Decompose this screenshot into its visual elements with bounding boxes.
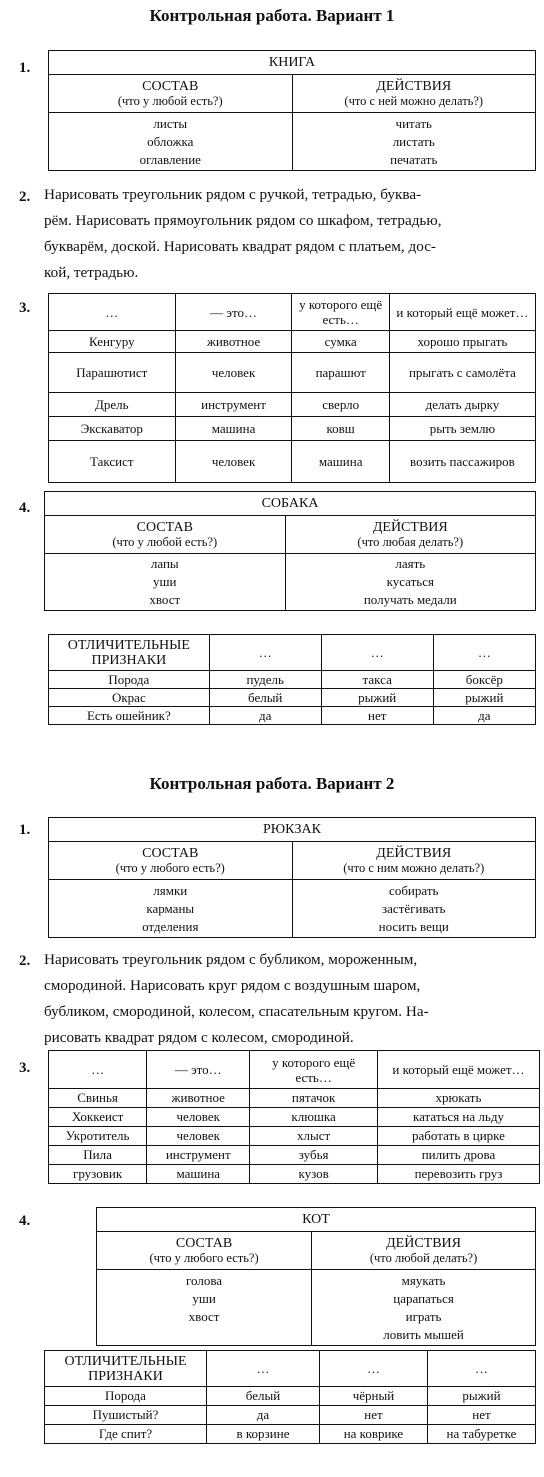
table-cell: возить пассажиров xyxy=(389,441,535,483)
table-cell: инструмент xyxy=(147,1146,250,1165)
v1-task1-right-subtitle: (что с ней можно делать?) xyxy=(344,94,484,108)
table-cell: клюшка xyxy=(250,1108,378,1127)
table-row xyxy=(49,441,536,483)
table-cell: пудель xyxy=(209,671,321,689)
v2-task1-left-list xyxy=(49,880,293,938)
v2-task4-table xyxy=(96,1207,536,1346)
v1-task1-left-subtitle: (что у любой есть?) xyxy=(117,94,223,108)
table-cell: в корзине xyxy=(207,1425,320,1444)
v2-task3-table xyxy=(48,1050,540,1184)
list-item: собирать xyxy=(389,882,439,898)
table-header-cell: ОТЛИЧИТЕЛЬНЫЕ ПРИЗНАКИ xyxy=(45,1351,207,1387)
v1-task4-right-title: ДЕЙСТВИЯ xyxy=(372,520,448,535)
table-cell: животное xyxy=(147,1089,250,1108)
table-cell: Порода xyxy=(49,671,210,689)
list-item: лаять xyxy=(395,556,426,571)
table-cell: человек xyxy=(147,1108,250,1127)
list-item: застёгивать xyxy=(382,900,446,916)
v1-features-table xyxy=(48,634,536,725)
list-item: печатать xyxy=(390,151,438,167)
list-item: уши xyxy=(192,1291,216,1306)
table-header-cell: и который ещё может… xyxy=(389,294,535,331)
v2-task4-right-subtitle: (что любой делать?) xyxy=(369,1251,478,1265)
table-cell: инструмент xyxy=(175,393,292,417)
v1-task1-number: 1. xyxy=(19,60,31,76)
list-item: уши xyxy=(153,574,177,589)
v2-task4-right-header xyxy=(312,1232,536,1270)
v1-task1-caption: КНИГА xyxy=(49,51,536,75)
table-cell: Пушистый? xyxy=(45,1406,207,1425)
table-cell: рыжий xyxy=(321,689,433,707)
table-cell: человек xyxy=(175,353,292,393)
v1-task1-left-title: СОСТАВ xyxy=(142,79,199,94)
table-header-cell: у которого ещё есть… xyxy=(250,1051,378,1089)
table-cell: Пила xyxy=(49,1146,147,1165)
table-cell: рыжий xyxy=(427,1387,535,1406)
v2-task1-table xyxy=(48,817,536,938)
table-cell: Хоккеист xyxy=(49,1108,147,1127)
v2-task1-caption: РЮКЗАК xyxy=(49,818,536,842)
table-cell: зубья xyxy=(250,1146,378,1165)
table-cell: человек xyxy=(147,1127,250,1146)
table-row xyxy=(49,393,536,417)
table-cell: пилить дрова xyxy=(377,1146,539,1165)
list-item: ловить мышей xyxy=(383,1327,464,1342)
table-cell: Свинья xyxy=(49,1089,147,1108)
table-cell: перевозить груз xyxy=(377,1165,539,1184)
v2-features-table xyxy=(44,1350,536,1444)
table-row xyxy=(49,1108,540,1127)
table-row xyxy=(45,1425,536,1444)
table-cell: белый xyxy=(207,1387,320,1406)
text-line: кой, тетрадью. xyxy=(44,264,139,281)
list-item: хвост xyxy=(149,592,181,607)
table-header-cell: … xyxy=(209,635,321,671)
table-row xyxy=(49,671,536,689)
table-cell: нет xyxy=(427,1406,535,1425)
table-row xyxy=(49,1165,540,1184)
table-cell: животное xyxy=(175,331,292,353)
v1-task3-number: 3. xyxy=(19,300,31,316)
table-header-cell: — это… xyxy=(175,294,292,331)
list-item: лямки xyxy=(153,882,188,898)
v1-task4-caption: СОБАКА xyxy=(45,492,536,516)
table-row xyxy=(45,1406,536,1425)
table-cell: на табуретке xyxy=(427,1425,535,1444)
table-cell: Кенгуру xyxy=(49,331,176,353)
table-header-cell: … xyxy=(427,1351,535,1387)
table-header-cell: … xyxy=(49,1051,147,1089)
table-cell: парашют xyxy=(292,353,389,393)
table-cell: да xyxy=(433,707,535,725)
v2-task3-number: 3. xyxy=(19,1060,31,1076)
table-cell: на коврике xyxy=(319,1425,427,1444)
table-cell: Парашютист xyxy=(49,353,176,393)
v2-task4-right-list xyxy=(312,1270,536,1346)
v2-task1-left-title: СОСТАВ xyxy=(142,846,199,861)
v1-task4-left-list xyxy=(45,554,286,611)
v1-task1-right-list xyxy=(292,113,536,171)
list-item: листать xyxy=(392,133,435,149)
table-cell: белый xyxy=(209,689,321,707)
list-item: голова xyxy=(186,1273,223,1288)
table-row xyxy=(49,417,536,441)
table-row xyxy=(49,353,536,393)
table-cell: сумка xyxy=(292,331,389,353)
table-cell: рыжий xyxy=(433,689,535,707)
v1-task1-right-title: ДЕЙСТВИЯ xyxy=(376,79,452,94)
table-cell: кататься на льду xyxy=(377,1108,539,1127)
v1-task1-left-header xyxy=(49,75,293,113)
table-cell: Где спит? xyxy=(45,1425,207,1444)
v2-task4-left-list xyxy=(97,1270,312,1346)
table-cell: Укротитель xyxy=(49,1127,147,1146)
table-cell: хорошо прыгать xyxy=(389,331,535,353)
table-cell: машина xyxy=(147,1165,250,1184)
list-item: листы xyxy=(153,115,188,131)
table-cell: грузовик xyxy=(49,1165,147,1184)
v1-task1-left-list xyxy=(49,113,293,171)
list-item: лапы xyxy=(150,556,179,571)
v2-task4-right-title: ДЕЙСТВИЯ xyxy=(386,1236,461,1251)
list-item: кусаться xyxy=(386,574,434,589)
table-cell: чёрный xyxy=(319,1387,427,1406)
variant1-title: Контрольная работа. Вариант 1 xyxy=(149,6,395,25)
table-header-cell: ОТЛИЧИТЕЛЬНЫЕ ПРИЗНАКИ xyxy=(49,635,210,671)
table-cell: прыгать с самолёта xyxy=(389,353,535,393)
v1-task4-right-list xyxy=(285,554,535,611)
table-cell: Экскаватор xyxy=(49,417,176,441)
text-line: рисовать квадрат рядом с колесом, смородиной. xyxy=(44,1029,354,1046)
text-line: Нарисовать треугольник рядом с бубликом, мороженным, xyxy=(44,951,418,968)
table-header-cell: и который ещё может… xyxy=(377,1051,539,1089)
v1-task1-table xyxy=(48,50,536,171)
v1-task1-right-header xyxy=(292,75,536,113)
table-cell: нет xyxy=(319,1406,427,1425)
table-cell: сверло xyxy=(292,393,389,417)
text-line: Нарисовать треугольник рядом с ручкой, тетрадью, буква- xyxy=(44,186,422,203)
table-cell: Дрель xyxy=(49,393,176,417)
list-item: получать медали xyxy=(363,592,457,607)
table-row xyxy=(49,1089,540,1108)
v1-task4-left-title: СОСТАВ xyxy=(136,520,193,535)
list-item: оглавление xyxy=(139,151,201,167)
v1-task2-text xyxy=(44,182,536,286)
table-header-cell: у которого ещё есть… xyxy=(292,294,389,331)
table-cell: машина xyxy=(292,441,389,483)
table-cell: Таксист xyxy=(49,441,176,483)
table-row xyxy=(45,1387,536,1406)
list-item: носить вещи xyxy=(378,918,449,934)
v2-task1-right-list xyxy=(292,880,536,938)
table-cell: да xyxy=(209,707,321,725)
v2-task2-number: 2. xyxy=(19,953,31,969)
table-header-cell: … xyxy=(49,294,176,331)
v1-task4-right-subtitle: (что любая делать?) xyxy=(357,535,464,549)
v2-task2-text xyxy=(44,947,536,1051)
variant2-title: Контрольная работа. Вариант 2 xyxy=(149,774,395,793)
text-line: смородиной. Нарисовать круг рядом с воздушным шаром, xyxy=(44,977,421,994)
table-cell: хрюкать xyxy=(377,1089,539,1108)
text-line: рём. Нарисовать прямоугольник рядом со шкафом, тетрадью, xyxy=(44,212,442,229)
v2-task1-left-header xyxy=(49,842,293,880)
v2-task1-left-subtitle: (что у любого есть?) xyxy=(115,861,225,875)
v1-task4-left-subtitle: (что у любой есть?) xyxy=(112,535,218,549)
v2-task1-right-header xyxy=(292,842,536,880)
table-row xyxy=(49,1146,540,1165)
table-cell: человек xyxy=(175,441,292,483)
v1-task4-table xyxy=(44,491,536,611)
table-cell: Есть ошейник? xyxy=(49,707,210,725)
list-item: отделения xyxy=(142,918,199,934)
text-line: букварём, доской. Нарисовать квадрат рядом с платьем, дос- xyxy=(44,238,436,255)
table-cell: Порода xyxy=(45,1387,207,1406)
table-row xyxy=(49,1127,540,1146)
v2-task1-right-title: ДЕЙСТВИЯ xyxy=(376,846,452,861)
list-item: мяукать xyxy=(401,1273,446,1288)
v1-task4-left-header xyxy=(45,516,286,554)
table-header-cell: … xyxy=(319,1351,427,1387)
table-cell: такса xyxy=(321,671,433,689)
table-cell: машина xyxy=(175,417,292,441)
v2-task4-number: 4. xyxy=(19,1213,31,1229)
table-row xyxy=(49,331,536,353)
v2-task4-left-subtitle: (что у любого есть?) xyxy=(149,1251,259,1265)
list-item: играть xyxy=(405,1309,442,1324)
table-row xyxy=(49,689,536,707)
table-header-cell: … xyxy=(321,635,433,671)
table-cell: боксёр xyxy=(433,671,535,689)
table-cell: делать дырку xyxy=(389,393,535,417)
table-header-cell: … xyxy=(207,1351,320,1387)
table-cell: ковш xyxy=(292,417,389,441)
table-header-cell: — это… xyxy=(147,1051,250,1089)
v1-task2-number: 2. xyxy=(19,189,31,205)
table-cell: рыть землю xyxy=(389,417,535,441)
table-row xyxy=(49,707,536,725)
list-item: хвост xyxy=(188,1309,220,1324)
v1-task3-table xyxy=(48,293,536,483)
v1-task4-right-header xyxy=(285,516,535,554)
list-item: карманы xyxy=(146,900,195,916)
list-item: читать xyxy=(395,115,432,131)
table-cell: да xyxy=(207,1406,320,1425)
table-cell: кузов xyxy=(250,1165,378,1184)
table-cell: хлыст xyxy=(250,1127,378,1146)
v2-task1-number: 1. xyxy=(19,822,31,838)
text-line: бубликом, смородиной, колесом, спасательным кругом. На- xyxy=(44,1003,429,1020)
v2-task1-right-subtitle: (что с ним можно делать?) xyxy=(343,861,485,875)
table-cell: Окрас xyxy=(49,689,210,707)
v1-task4-number: 4. xyxy=(19,500,31,516)
table-cell: работать в цирке xyxy=(377,1127,539,1146)
table-cell: пятачок xyxy=(250,1089,378,1108)
list-item: царапаться xyxy=(393,1291,454,1306)
table-header-cell: … xyxy=(433,635,535,671)
v2-task4-left-title: СОСТАВ xyxy=(175,1236,233,1251)
table-cell: нет xyxy=(321,707,433,725)
v2-task4-left-header xyxy=(97,1232,312,1270)
list-item: обложка xyxy=(147,133,194,149)
v2-task4-caption: КОТ xyxy=(97,1208,536,1232)
